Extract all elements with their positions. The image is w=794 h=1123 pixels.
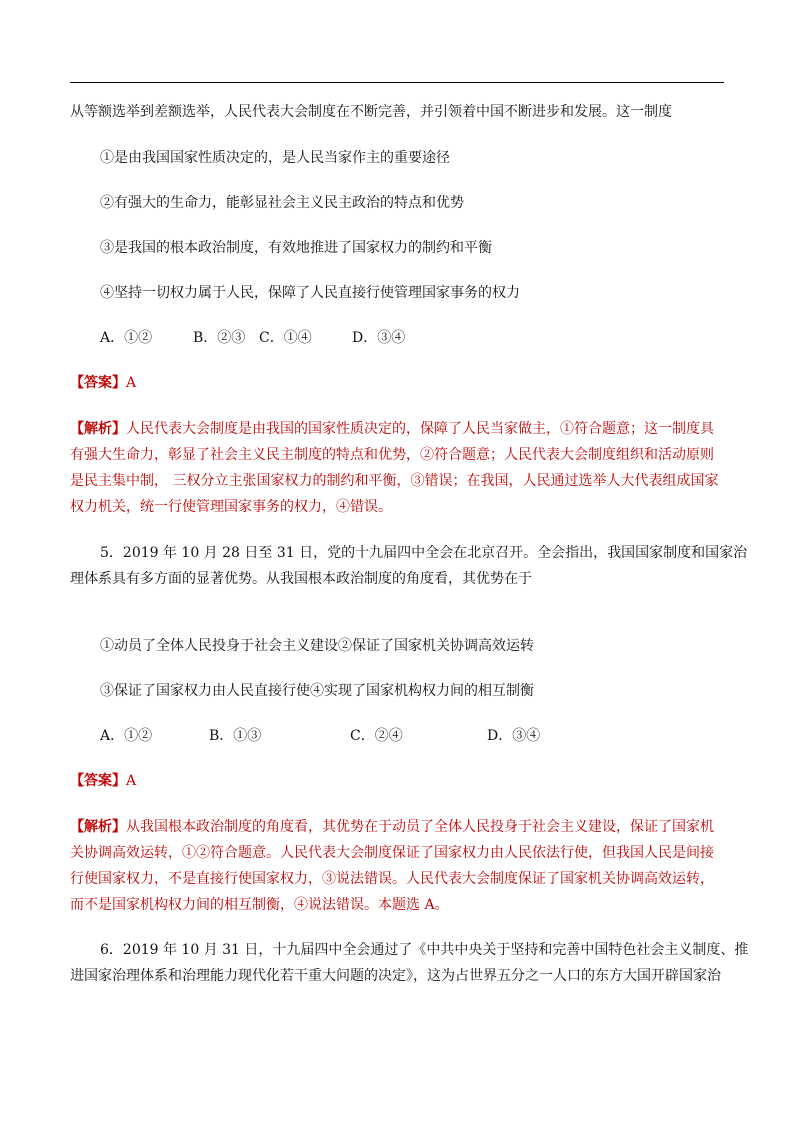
q5-stem-line-2: 理体系具有多方面的显著优势。从我国根本政治制度的角度看，其优势在于 (70, 571, 532, 587)
q4-answer-value: A (126, 375, 137, 391)
q5-analysis-text-1: 从我国根本政治制度的角度看，其优势在于动员了全体人民投身于社会主义建设，保证了国家机 (126, 819, 714, 835)
q5-option-b: B．①③ (209, 728, 262, 744)
q5-answer-label: 【答案】 (70, 773, 126, 789)
q4-item-4: ④坚持一切权力属于人民，保障了人民直接行使管理国家事务的权力 (100, 285, 520, 301)
q6-stem-line-1: 6．2019 年 10 月 31 日，十九届四中全会通过了《中共中央关于坚持和完善中国特色社会主义制度、推 (100, 942, 749, 958)
q5-option-c: C．②④ (350, 728, 403, 744)
q4-item-1: ①是由我国国家性质决定的，是人民当家作主的重要途径 (100, 150, 450, 166)
q4-item-2: ②有强大的生命力，能彰显社会主义民主政治的特点和优势 (100, 195, 464, 211)
q4-option-a: A．①② (100, 330, 153, 346)
q5-answer (70, 772, 730, 790)
q5-item-2: ③保证了国家权力由人民直接行使④实现了国家机构权力间的相互制衡 (100, 683, 534, 699)
q4-analysis-line-1 (70, 420, 730, 438)
q4-stem: 从等额选举到差额选举，人民代表大会制度在不断完善，并引领着中国不断进步和发展。这一制度 (70, 104, 672, 120)
q5-option-a: A．①② (100, 728, 153, 744)
q4-item-3: ③是我国的根本政治制度，有效地推进了国家权力的制约和平衡 (100, 240, 492, 256)
q5-analysis-line-4: 而不是国家机构权力间的相互制衡，④说法错误。本题选 A。 (70, 897, 449, 913)
q4-analysis-line-4: 权力机关，统一行使管理国家事务的权力，④错误。 (70, 499, 392, 515)
q5-analysis-label: 【解析】 (70, 819, 126, 835)
q6-stem-line-2: 进国家治理体系和治理能力现代化若干重大问题的决定》，这为占世界五分之一人口的东方大国开辟国家治 (70, 968, 721, 984)
q4-answer-label: 【答案】 (70, 375, 126, 391)
q4-analysis-line-3: 是民主集中制， 三权分立主张国家权力的制约和平衡，③错误；在我国，人民通过选举人大代表组成国家 (70, 473, 719, 489)
q5-option-d: D．③④ (487, 728, 541, 744)
q5-item-1: ①动员了全体人民投身于社会主义建设②保证了国家机关协调高效运转 (100, 638, 534, 654)
q5-analysis-line-3: 行使国家权力，不是直接行使国家权力，③说法错误。人民代表大会制度保证了国家机关协调高效运转， (70, 871, 714, 887)
header-rule (70, 82, 724, 83)
q5-analysis-line-2: 关协调高效运转，①②符合题意。人民代表大会制度保证了国家权力由人民依法行使，但我国人民是间接 (70, 845, 714, 861)
q4-options (100, 329, 760, 347)
q5-answer-value: A (126, 773, 137, 789)
q4-analysis-label: 【解析】 (70, 421, 126, 437)
q5-options (100, 727, 760, 745)
q5-analysis-line-1 (70, 818, 730, 836)
q4-option-c: C．①④ (259, 330, 312, 346)
q5-stem-line-1: 5．2019 年 10 月 28 日至 31 日，党的十九届四中全会在北京召开。全会指出，我国国家制度和国家治 (100, 545, 748, 561)
q4-option-b: B．②③ (193, 330, 246, 346)
q4-option-d: D．③④ (352, 330, 406, 346)
q4-analysis-text-1: 人民代表大会制度是由我国的国家性质决定的，保障了人民当家做主，①符合题意；这一制度具 (126, 421, 714, 437)
q4-analysis-line-2: 有强大生命力，彰显了社会主义民主制度的特点和优势，②符合题意；人民代表大会制度组织和活动原则 (70, 447, 714, 463)
q4-answer (70, 374, 730, 392)
